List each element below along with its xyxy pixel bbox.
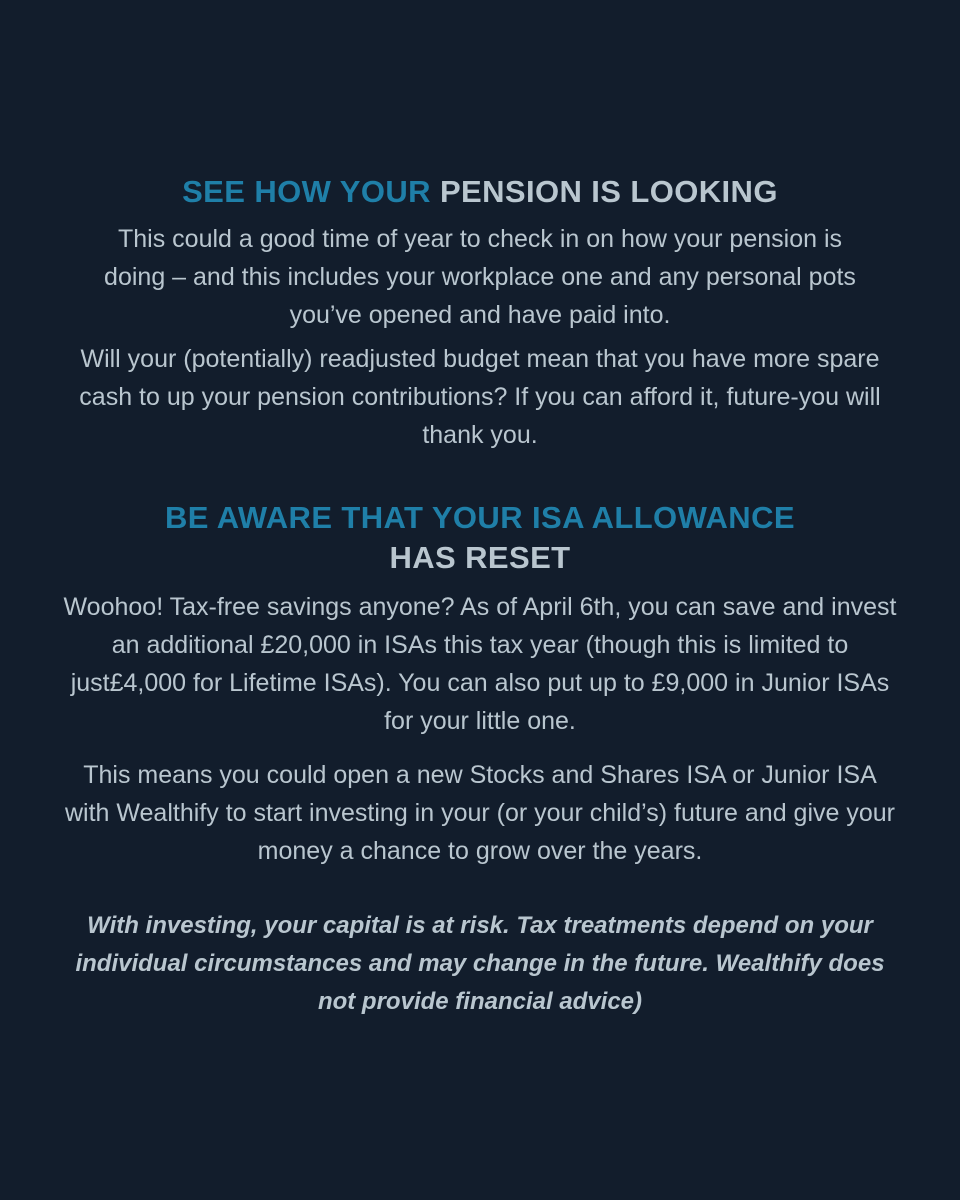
pension-paragraph: This could a good time of year to check in on how your pension is doing – and this includes your workplace one and any personal pots you’ve opened and have paid into. [104, 225, 856, 329]
isa-heading-rest: HAS RESET [389, 540, 571, 575]
isa-heading-accent: BE AWARE THAT YOUR ISA ALLOWANCE [165, 500, 795, 535]
isa-paragraph: Woohoo! Tax-free savings anyone? As of April 6th, you can save and invest an additional £20,000 in ISAs this tax year (though this is limited to just£4,000 for Lifetime ISAs). You can also put up to £9,000 in Junior ISAs for your little one. [63, 593, 897, 735]
isa-heading [60, 498, 900, 578]
pension-paragraph: Will your (potentially) readjusted budget mean that you have more spare cash to up your pension contributions? If you can afford it, future-you will thank you. [79, 345, 881, 449]
pension-section [60, 172, 900, 454]
risk-disclaimer: With investing, your capital is at risk. Tax treatments depend on your individual circumstances and may change in the future. Wealthify does not provide financial advice) [75, 912, 885, 1015]
pension-heading-rest: PENSION IS LOOKING [439, 174, 778, 209]
pension-heading-accent: SEE HOW YOUR [182, 174, 431, 209]
isa-paragraph: This means you could open a new Stocks and Shares ISA or Junior ISA with Wealthify to start investing in your (or your child’s) future and give your money a chance to grow over the years. [64, 761, 895, 865]
isa-section [60, 498, 900, 870]
pension-heading [60, 172, 900, 212]
